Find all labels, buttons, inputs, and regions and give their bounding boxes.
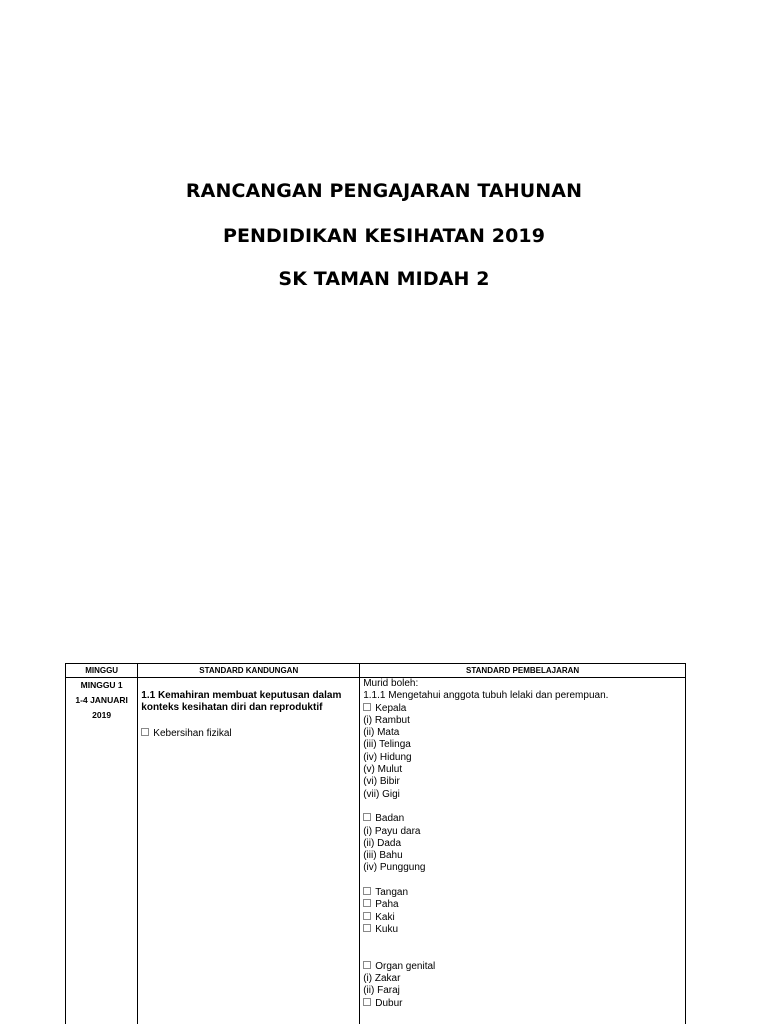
bullet-box-icon <box>363 887 371 895</box>
list-item: Kepala <box>363 703 682 715</box>
list-item: (ii) Dada <box>363 837 402 849</box>
school-name: SK TAMAN MIDAH 2 <box>278 268 490 290</box>
week-year: 2019 <box>92 710 112 720</box>
header-standard-pembelajaran: STANDARD PEMBELAJARAN <box>360 664 686 678</box>
list-item: (iii) Telinga <box>363 739 411 751</box>
list-item: (ii) Faraj <box>363 985 400 997</box>
list-item: Badan <box>363 813 682 825</box>
lesson-plan-table <box>65 663 686 1024</box>
document-subtitle: PENDIDIKAN KESIHATAN 2019 <box>222 225 546 247</box>
list-item: (i) Zakar <box>363 973 401 985</box>
week-label: MINGGU 1 <box>80 680 123 690</box>
header-standard-kandungan: STANDARD KANDUNGAN <box>138 664 360 678</box>
table-header-row <box>66 664 686 678</box>
list-item: (i) Rambut <box>363 714 410 726</box>
list-item: (iii) Bahu <box>363 850 403 862</box>
list-item: (i) Payu dara <box>363 825 421 837</box>
bullet-box-icon <box>363 703 371 711</box>
header-minggu: MINGGU <box>66 664 138 678</box>
bullet-box-icon <box>363 961 371 969</box>
list-item: (vi) Bibir <box>363 776 400 788</box>
document-title: RANCANGAN PENGAJARAN TAHUNAN <box>185 180 583 202</box>
bullet-box-icon <box>363 899 371 907</box>
list-item: (v) Mulut <box>363 764 403 776</box>
list-item: Kuku <box>363 924 682 936</box>
bullet-box-icon <box>363 924 371 932</box>
list-item: Dubur <box>363 998 682 1010</box>
bullet-box-icon <box>141 728 149 736</box>
week-dates: 1-4 JANUARI <box>75 695 128 705</box>
standard-kandungan-cell <box>138 678 360 1024</box>
list-item: (iv) Hidung <box>363 751 412 763</box>
list-item: (ii) Mata <box>363 727 400 739</box>
list-item: Kaki <box>363 912 682 924</box>
list-item: Organ genital <box>363 961 682 973</box>
bullet-box-icon <box>363 912 371 920</box>
table-row <box>66 678 686 1024</box>
list-item: Tangan <box>363 887 682 899</box>
standard-pembelajaran-cell <box>360 678 686 1024</box>
content-standard-item: Kebersihan fizikal <box>141 728 356 740</box>
bullet-box-icon <box>363 998 371 1006</box>
list-item: (vii) Gigi <box>363 788 400 800</box>
list-item: (iv) Punggung <box>363 862 426 874</box>
bullet-box-icon <box>363 813 371 821</box>
content-standard-title: 1.1 Kemahiran membuat keputusan dalam konteks kesihatan diri dan reproduktif <box>141 690 342 713</box>
learning-intro: Murid boleh: <box>363 678 419 689</box>
learning-objective: 1.1.1 Mengetahui anggota tubuh lelaki dan perempuan. <box>363 690 609 702</box>
list-item: Paha <box>363 899 682 911</box>
week-cell <box>66 678 138 1024</box>
